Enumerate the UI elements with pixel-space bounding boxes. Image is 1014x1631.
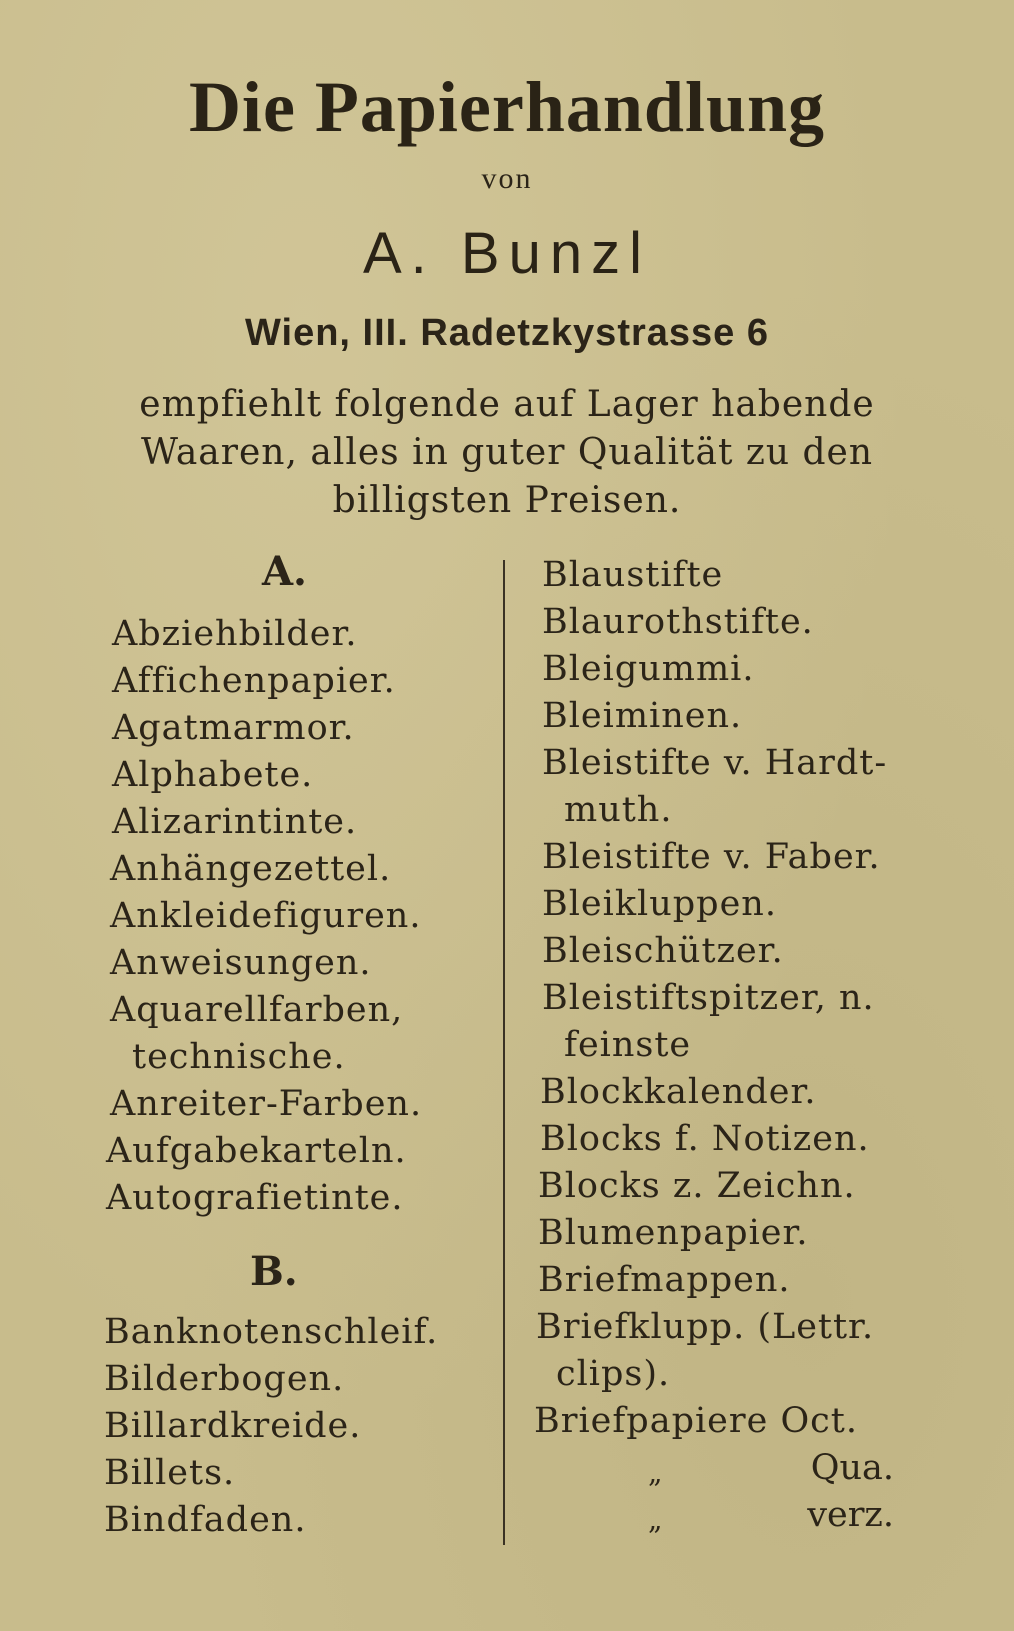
list-item: Bleistiftspitzer, n. bbox=[542, 978, 875, 1018]
list-item: Alphabete. bbox=[112, 755, 314, 795]
list-item: Blocks z. Zeichn. bbox=[538, 1166, 856, 1206]
list-item: Billardkreide. bbox=[104, 1406, 362, 1446]
list-item: Blockkalender. bbox=[540, 1072, 817, 1112]
list-item: Alizarintinte. bbox=[112, 802, 358, 842]
list-item: Bleigummi. bbox=[542, 649, 755, 689]
list-item: Blaurothstifte. bbox=[542, 602, 814, 642]
section-heading-a: A. bbox=[262, 548, 307, 595]
list-item: Anreiter-Farben. bbox=[110, 1084, 423, 1124]
shop-address: Wien, III. Radetzkystrasse 6 bbox=[245, 312, 769, 354]
list-item: feinste bbox=[564, 1025, 692, 1065]
list-item: clips). bbox=[556, 1354, 671, 1394]
intro-line-3: billigsten Preisen. bbox=[332, 480, 682, 521]
list-item: Bleikluppen. bbox=[542, 884, 777, 924]
list-item: Autografietinte. bbox=[106, 1178, 404, 1218]
list-item: technische. bbox=[132, 1037, 346, 1077]
list-item: Anweisungen. bbox=[110, 943, 372, 983]
list-item: Aufgabekarteln. bbox=[106, 1131, 407, 1171]
list-item: Blaustifte bbox=[542, 555, 724, 595]
list-item: Bleischützer. bbox=[542, 931, 784, 971]
list-item: muth. bbox=[564, 790, 673, 830]
intro-line-2: Waaren, alles in guter Qualität zu den bbox=[140, 432, 874, 473]
column-divider bbox=[503, 560, 505, 1545]
list-item: Bleistifte v. Faber. bbox=[542, 837, 881, 877]
list-item: Briefpapiere Oct. bbox=[534, 1401, 858, 1441]
list-item: Briefklupp. (Lettr. bbox=[536, 1307, 875, 1347]
owner-name: A. Bunzl bbox=[363, 221, 651, 286]
von-line: von bbox=[481, 162, 533, 195]
intro-line-1: empfiehlt folgende auf Lager habende bbox=[139, 384, 875, 425]
list-item: Abziehbilder. bbox=[112, 614, 358, 654]
list-item: Affichenpapier. bbox=[112, 661, 396, 701]
ditto-value: verz. bbox=[807, 1495, 894, 1535]
ditto-value: Qua. bbox=[810, 1448, 894, 1488]
list-item: Billets. bbox=[104, 1453, 236, 1493]
list-item: Banknotenschleif. bbox=[104, 1312, 439, 1352]
list-item: Bleistifte v. Hardt- bbox=[542, 743, 888, 783]
list-item: Anhängezettel. bbox=[110, 849, 392, 889]
list-item: Ankleidefiguren. bbox=[110, 896, 422, 936]
list-item: Agatmarmor. bbox=[112, 708, 355, 748]
list-item: Briefmappen. bbox=[538, 1260, 791, 1300]
list-item: Bilderbogen. bbox=[104, 1359, 345, 1399]
list-item: Bleiminen. bbox=[542, 696, 743, 736]
list-item: Bindfaden. bbox=[104, 1500, 307, 1540]
shop-title: Die Papierhandlung bbox=[188, 67, 826, 147]
list-item: Aquarellfarben, bbox=[110, 990, 404, 1030]
ditto-mark: „ bbox=[648, 1503, 663, 1536]
ditto-mark: „ bbox=[648, 1456, 663, 1489]
list-item: Blumenpapier. bbox=[538, 1213, 809, 1253]
list-item: Blocks f. Notizen. bbox=[540, 1119, 870, 1159]
section-heading-b: B. bbox=[250, 1248, 298, 1295]
